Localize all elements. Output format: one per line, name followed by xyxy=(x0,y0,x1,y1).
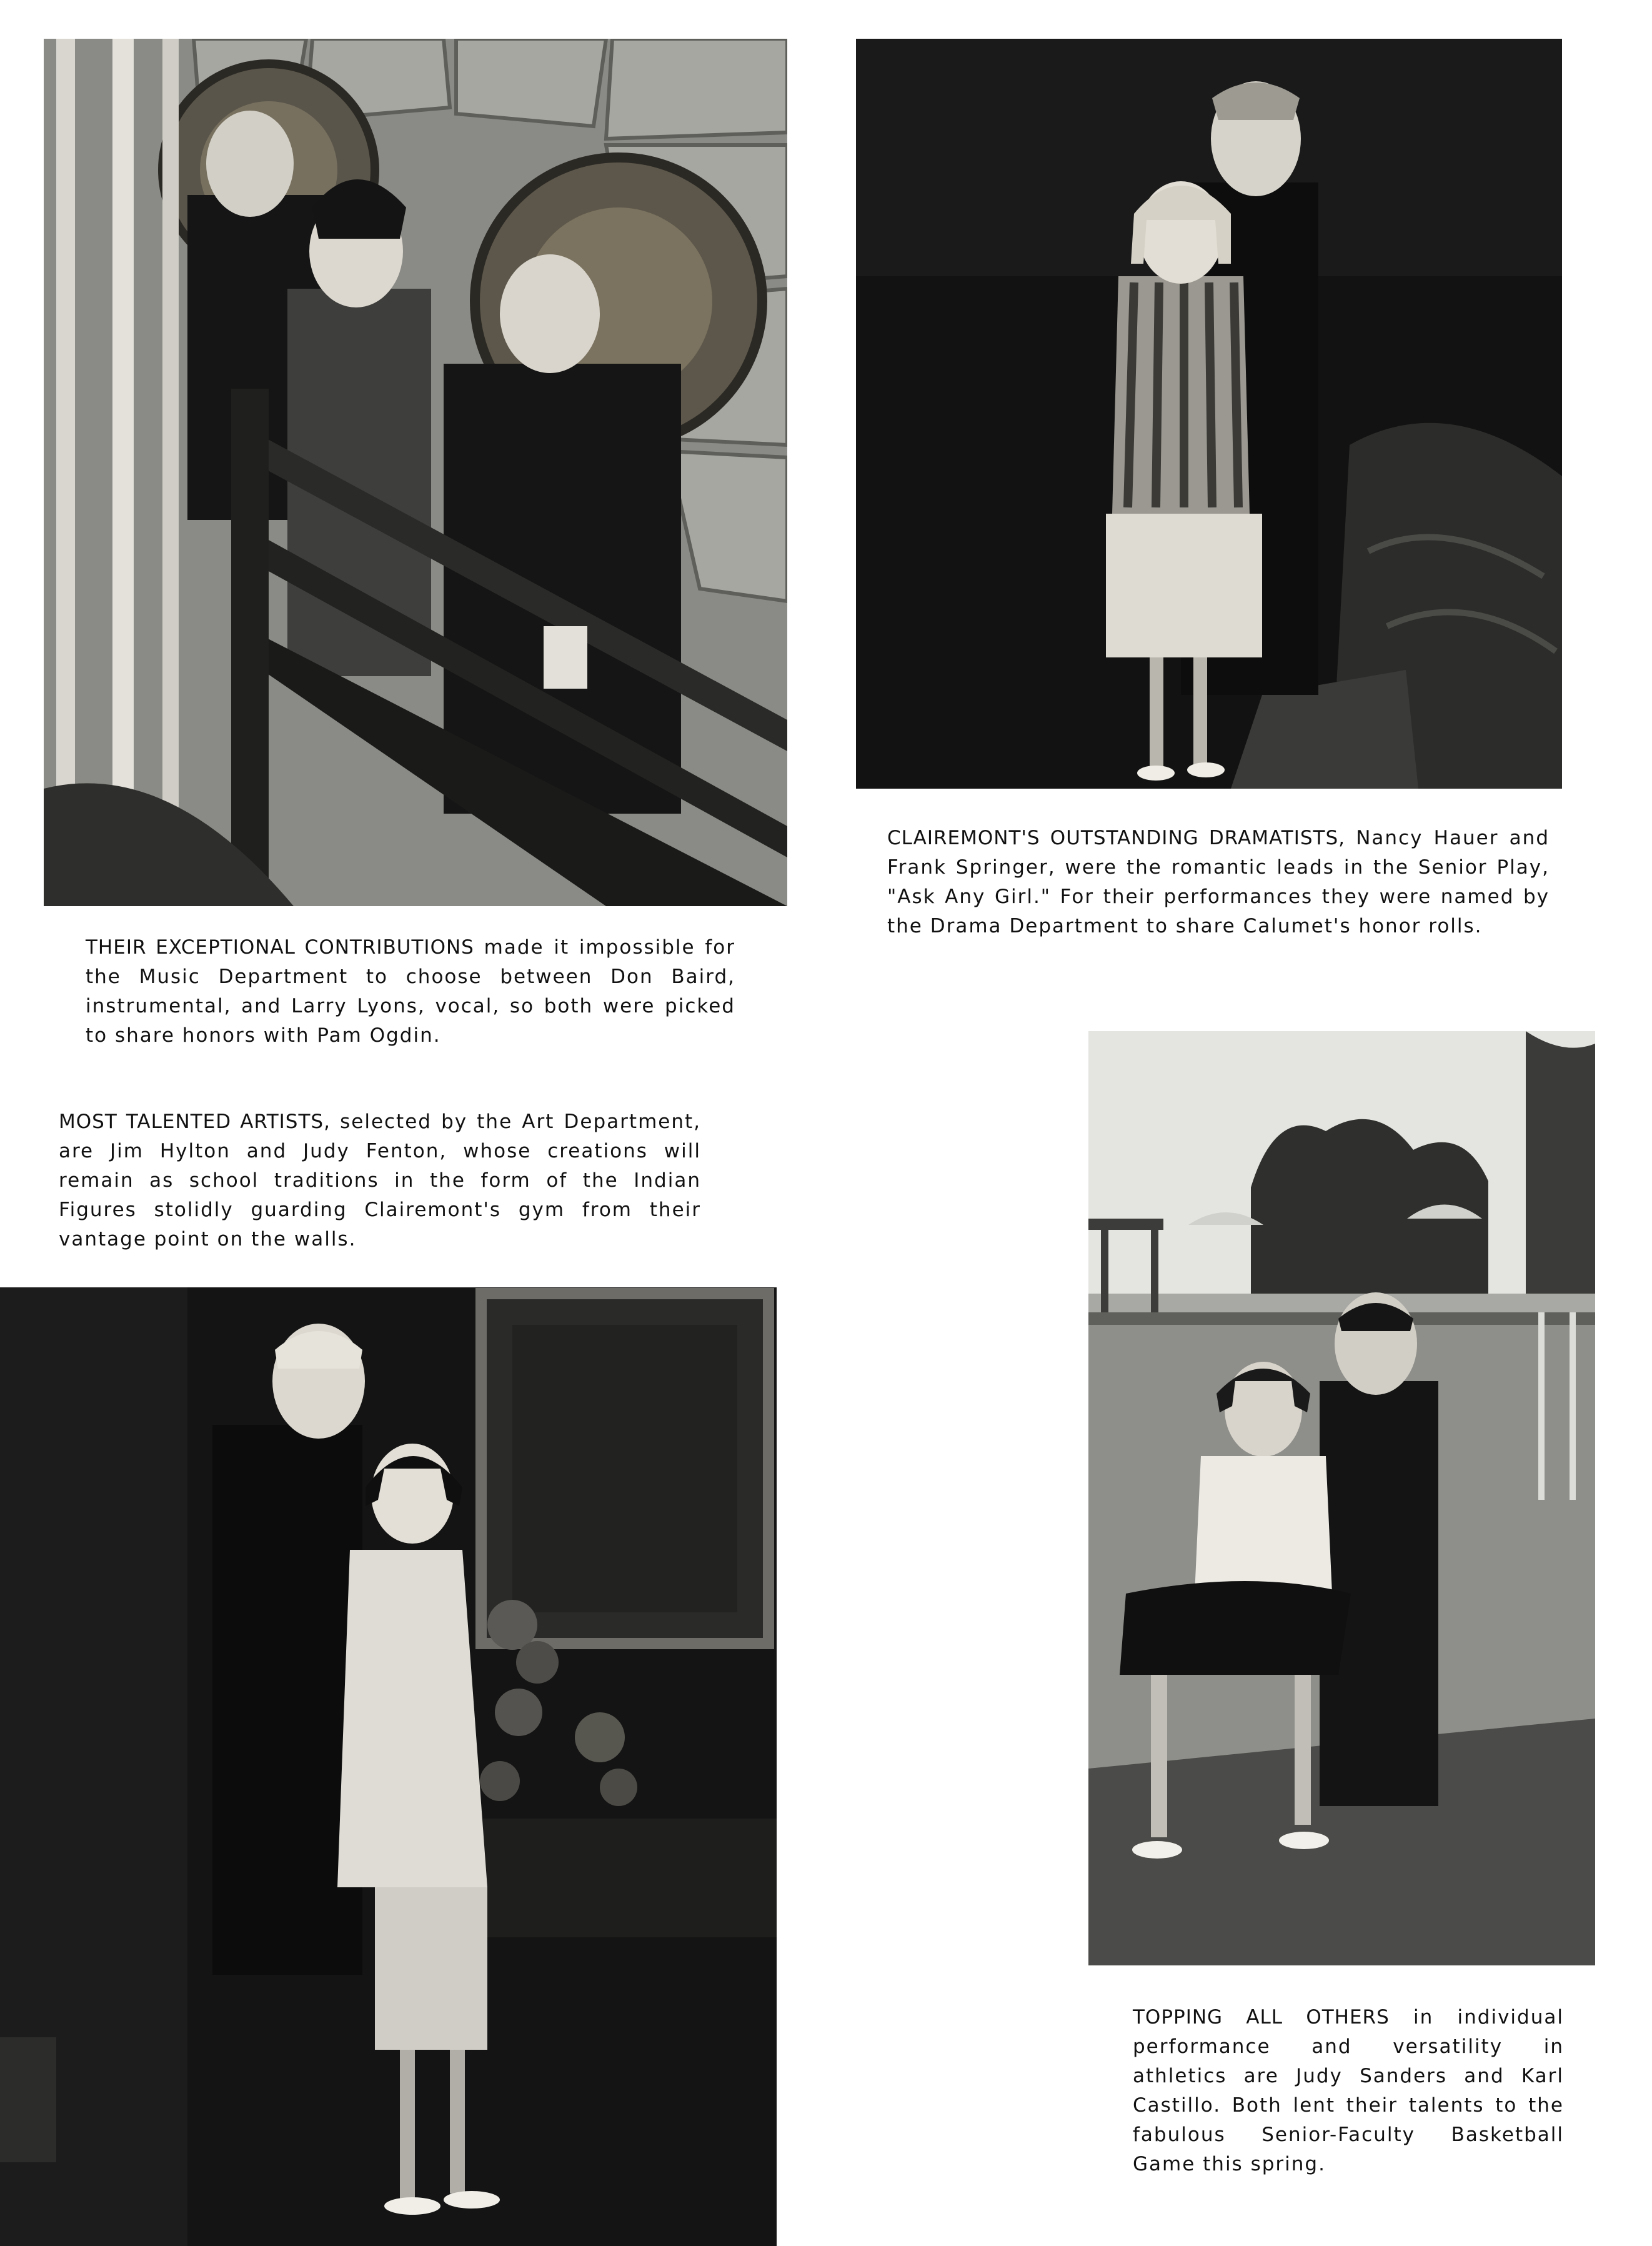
music-caption-body: made it impossible for the Music Department to choose between Don Baird, instrumental, and Larry Lyons, vocal, so both were picked to share honors with Pam Ogdin. xyxy=(86,936,735,1047)
artists-photo xyxy=(0,1287,777,2246)
music-caption xyxy=(86,933,735,1051)
athletics-caption-body: in individual performance and versatility in athletics are Judy Sanders and Karl Castillo. Both lent their talents to the fabulous Senior-Faculty Basketball Game this spring. xyxy=(1133,2006,1564,2175)
art-caption-lead: MOST TALENTED ARTISTS, xyxy=(59,1111,331,1133)
drama-caption-body: Nancy Hauer and Frank Springer, were the romantic leads in the Senior Play, "Ask Any Girl." For their performances they were named by the Drama Department to share Calumet's honor rolls. xyxy=(887,827,1550,937)
athletics-caption xyxy=(1133,2003,1564,2179)
music-caption-lead: THEIR EXCEPTIONAL CONTRIBUTIONS xyxy=(86,936,474,959)
athletes-photo xyxy=(1088,1031,1595,1965)
drama-caption xyxy=(887,824,1550,941)
art-caption-body: selected by the Art Department, are Jim Hylton and Judy Fenton, whose creations will remain as school traditions in the form of the Indian Figures stolidly guarding Clairemont's gym from their vantage point on the walls. xyxy=(59,1111,701,1250)
art-caption xyxy=(59,1107,701,1254)
athletics-caption-lead: TOPPING ALL OTHERS xyxy=(1133,2006,1390,2029)
music-honorees-photo xyxy=(44,39,787,906)
dramatists-photo xyxy=(856,39,1562,789)
drama-caption-lead: CLAIREMONT'S OUTSTANDING DRAMATISTS, xyxy=(887,827,1345,849)
